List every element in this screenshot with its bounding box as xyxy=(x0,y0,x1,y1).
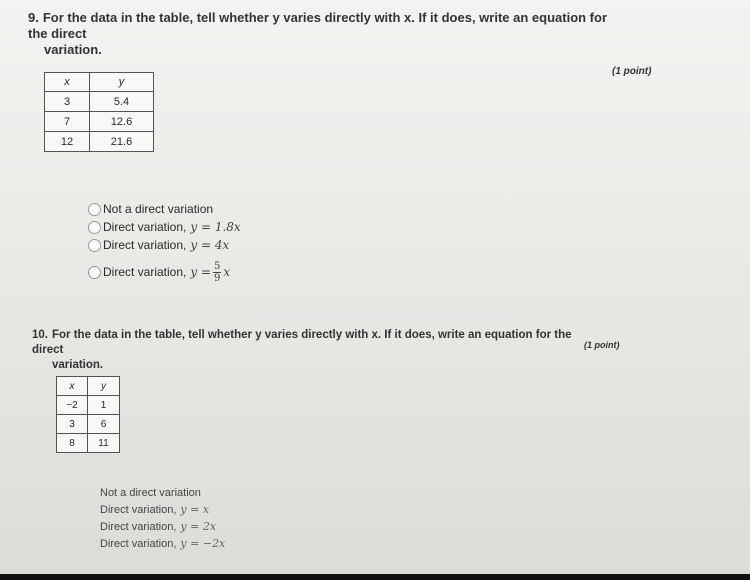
table-cell-x: −2 xyxy=(57,396,88,415)
table-cell-y: 1 xyxy=(88,396,120,415)
option-label: Direct variation, xyxy=(103,238,187,252)
answer-option[interactable] xyxy=(88,256,241,288)
option-label: Not a direct variation xyxy=(100,486,201,499)
table-header-x: x xyxy=(57,377,88,396)
question-9-points: (1 point) xyxy=(612,66,652,77)
question-10 xyxy=(32,328,592,373)
question-10-number: 10. xyxy=(32,329,48,341)
option-equation: y = 1.8x xyxy=(190,220,241,234)
radio-button[interactable] xyxy=(88,239,101,252)
table-row xyxy=(45,132,154,152)
option-label: Direct variation, xyxy=(100,503,177,516)
table-cell-x: 3 xyxy=(45,92,90,112)
fraction xyxy=(213,261,221,284)
fraction-numerator: 5 xyxy=(214,260,221,272)
question-10-table xyxy=(56,376,120,453)
screen-bezel xyxy=(0,574,750,580)
table-cell-x: 7 xyxy=(45,112,90,132)
table-cell-x: 12 xyxy=(45,132,90,152)
answer-option[interactable] xyxy=(100,484,225,501)
table-cell-y: 6 xyxy=(88,415,120,434)
answer-option[interactable] xyxy=(88,200,241,218)
question-9-line2: variation. xyxy=(44,42,102,57)
option-label: Direct variation, xyxy=(103,220,187,234)
table-cell-x: 8 xyxy=(57,434,88,453)
fraction-denominator: 9 xyxy=(214,272,221,284)
table-row xyxy=(57,415,120,434)
option-label: Direct variation, xyxy=(100,520,177,533)
answer-option[interactable] xyxy=(100,535,225,552)
answer-option[interactable] xyxy=(100,518,225,535)
question-10-line1: For the data in the table, tell whether y varies directly with x. If it does, write an equation for the direct xyxy=(32,329,572,356)
table-cell-y: 12.6 xyxy=(90,112,154,132)
table-cell-y: 11 xyxy=(88,434,120,453)
equation-prefix: y = xyxy=(190,264,212,279)
table-header-row xyxy=(57,377,120,396)
table-cell-x: 3 xyxy=(57,415,88,434)
option-label: Direct variation, xyxy=(100,537,177,550)
table-row xyxy=(57,396,120,415)
table-header-row xyxy=(45,73,154,92)
question-9-options xyxy=(88,200,241,288)
table-header-y: y xyxy=(90,73,154,92)
answer-option[interactable] xyxy=(88,236,241,254)
question-9-line1: For the data in the table, tell whether y varies directly with x. If it does, write an equation for the direct xyxy=(28,10,608,41)
option-equation: y = −2x xyxy=(180,537,226,550)
question-9 xyxy=(28,10,628,58)
option-equation xyxy=(190,261,230,284)
table-cell-y: 21.6 xyxy=(90,132,154,152)
question-9-table xyxy=(44,72,154,152)
option-equation: y = 2x xyxy=(180,520,217,533)
question-10-options xyxy=(100,484,225,552)
table-row xyxy=(57,434,120,453)
option-label: Direct variation, xyxy=(103,265,187,279)
question-10-line2: variation. xyxy=(52,359,104,371)
radio-button[interactable] xyxy=(88,203,101,216)
equation-suffix: x xyxy=(223,264,231,279)
question-9-text xyxy=(28,10,628,58)
table-cell-y: 5.4 xyxy=(90,92,154,112)
answer-option[interactable] xyxy=(100,501,225,518)
table-header-x: x xyxy=(45,73,90,92)
question-9-number: 9. xyxy=(28,10,39,25)
answer-option[interactable] xyxy=(88,218,241,236)
option-label: Not a direct variation xyxy=(103,202,214,216)
option-equation: y = x xyxy=(180,503,210,516)
question-10-text xyxy=(32,328,592,373)
radio-button[interactable] xyxy=(88,266,101,279)
table-row xyxy=(45,112,154,132)
table-row xyxy=(45,92,154,112)
radio-button[interactable] xyxy=(88,221,101,234)
question-10-points: (1 point) xyxy=(584,340,620,350)
table-header-y: y xyxy=(88,377,120,396)
option-equation: y = 4x xyxy=(190,238,230,252)
